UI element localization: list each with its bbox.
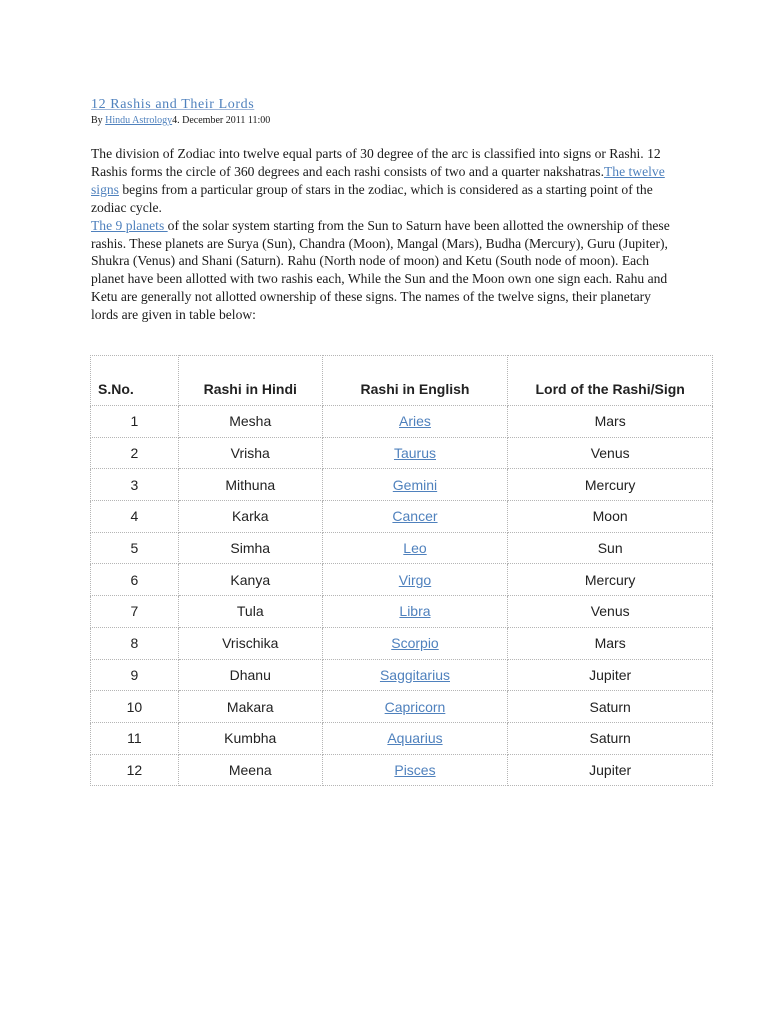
cell-hindi: Makara <box>178 691 322 723</box>
twelve-signs-link[interactable]: The twelve signs <box>91 163 665 197</box>
cell-lord: Saturn <box>508 722 713 754</box>
sign-link[interactable]: Cancer <box>322 501 508 533</box>
sign-link[interactable]: Gemini <box>322 469 508 501</box>
cell-lord: Mars <box>508 406 713 438</box>
cell-hindi: Meena <box>178 754 322 786</box>
sign-link[interactable]: Aquarius <box>322 722 508 754</box>
article-title[interactable]: 12 Rashis and Their Lords <box>91 97 255 112</box>
table-row <box>91 469 713 501</box>
header-lord: Lord of the Rashi/Sign <box>508 356 713 406</box>
byline <box>91 115 270 126</box>
header-rashi-hindi: Rashi in Hindi <box>178 356 322 406</box>
cell-sno: 4 <box>91 501 179 533</box>
cell-lord: Mercury <box>508 469 713 501</box>
cell-lord: Mercury <box>508 564 713 596</box>
table-row <box>91 532 713 564</box>
cell-lord: Jupiter <box>508 659 713 691</box>
byline-prefix: By <box>91 115 106 126</box>
cell-sno: 10 <box>91 691 179 723</box>
rashi-table <box>90 355 713 786</box>
cell-sno: 3 <box>91 469 179 501</box>
article-body <box>91 145 681 324</box>
sign-link[interactable]: Taurus <box>322 437 508 469</box>
paragraph-planets <box>91 217 681 324</box>
cell-sno: 6 <box>91 564 179 596</box>
cell-lord: Venus <box>508 437 713 469</box>
cell-hindi: Vrischika <box>178 627 322 659</box>
cell-sno: 8 <box>91 627 179 659</box>
cell-sno: 5 <box>91 532 179 564</box>
paragraph-zodiac-text: The division of Zodiac into twelve equal parts of 30 degree of the arc is classified into signs or Rashi. 12 Rashis forms the circle of 360 degrees and each rashi consists of two and a quarter nakshatras. <box>91 146 661 179</box>
cell-sno: 1 <box>91 406 179 438</box>
sign-link[interactable]: Leo <box>322 532 508 564</box>
cell-lord: Jupiter <box>508 754 713 786</box>
cell-hindi: Mesha <box>178 406 322 438</box>
cell-sno: 11 <box>91 722 179 754</box>
header-sno: S.No. <box>91 356 179 406</box>
cell-lord: Venus <box>508 596 713 628</box>
table-row <box>91 501 713 533</box>
cell-hindi: Kumbha <box>178 722 322 754</box>
author-link[interactable]: Hindu Astrology <box>105 115 173 126</box>
table-row <box>91 564 713 596</box>
cell-sno: 2 <box>91 437 179 469</box>
table-row <box>91 722 713 754</box>
cell-lord: Sun <box>508 532 713 564</box>
cell-sno: 7 <box>91 596 179 628</box>
table-row <box>91 691 713 723</box>
cell-sno: 9 <box>91 659 179 691</box>
cell-hindi: Dhanu <box>178 659 322 691</box>
cell-lord: Saturn <box>508 691 713 723</box>
table-row <box>91 406 713 438</box>
sign-link[interactable]: Pisces <box>322 754 508 786</box>
sign-link[interactable]: Aries <box>322 406 508 438</box>
paragraph-planets-text: of the solar system starting from the Sun to Saturn have been allotted the ownership of these rashis. These planets are Surya (Sun), Chandra (Moon), Mangal (Mars), Budha (Mercury), Guru (Jupiter), Shukra (Venus) and Shani (Saturn). Rahu (North node of moon) and Ketu (South node of moon). Each planet have been allotted with two rashis each, While the Sun and the Moon own one sign each. Rahu and Ketu are generally not allotted ownership of these signs. The names of the twelve signs, their planetary lords are given in table below: <box>91 217 670 323</box>
table-header-row <box>91 356 713 406</box>
cell-lord: Moon <box>508 501 713 533</box>
post-date: 4. December 2011 11:00 <box>172 115 271 126</box>
table-row <box>91 627 713 659</box>
cell-hindi: Simha <box>178 532 322 564</box>
table-row <box>91 596 713 628</box>
cell-hindi: Karka <box>178 501 322 533</box>
cell-hindi: Mithuna <box>178 469 322 501</box>
table-row <box>91 754 713 786</box>
sign-link[interactable]: Scorpio <box>322 627 508 659</box>
cell-hindi: Tula <box>178 596 322 628</box>
paragraph-zodiac-tail: begins from a particular group of stars in the zodiac, which is considered as a starting point of the zodiac cycle. <box>91 181 653 215</box>
sign-link[interactable]: Capricorn <box>322 691 508 723</box>
cell-lord: Mars <box>508 627 713 659</box>
table-row <box>91 437 713 469</box>
sign-link[interactable]: Saggitarius <box>322 659 508 691</box>
cell-sno: 12 <box>91 754 179 786</box>
cell-hindi: Vrisha <box>178 437 322 469</box>
cell-hindi: Kanya <box>178 564 322 596</box>
table-row <box>91 659 713 691</box>
header-rashi-english: Rashi in English <box>322 356 508 406</box>
paragraph-zodiac <box>91 145 681 217</box>
sign-link[interactable]: Virgo <box>322 564 508 596</box>
sign-link[interactable]: Libra <box>322 596 508 628</box>
nine-planets-link[interactable]: The 9 planets <box>91 217 168 233</box>
